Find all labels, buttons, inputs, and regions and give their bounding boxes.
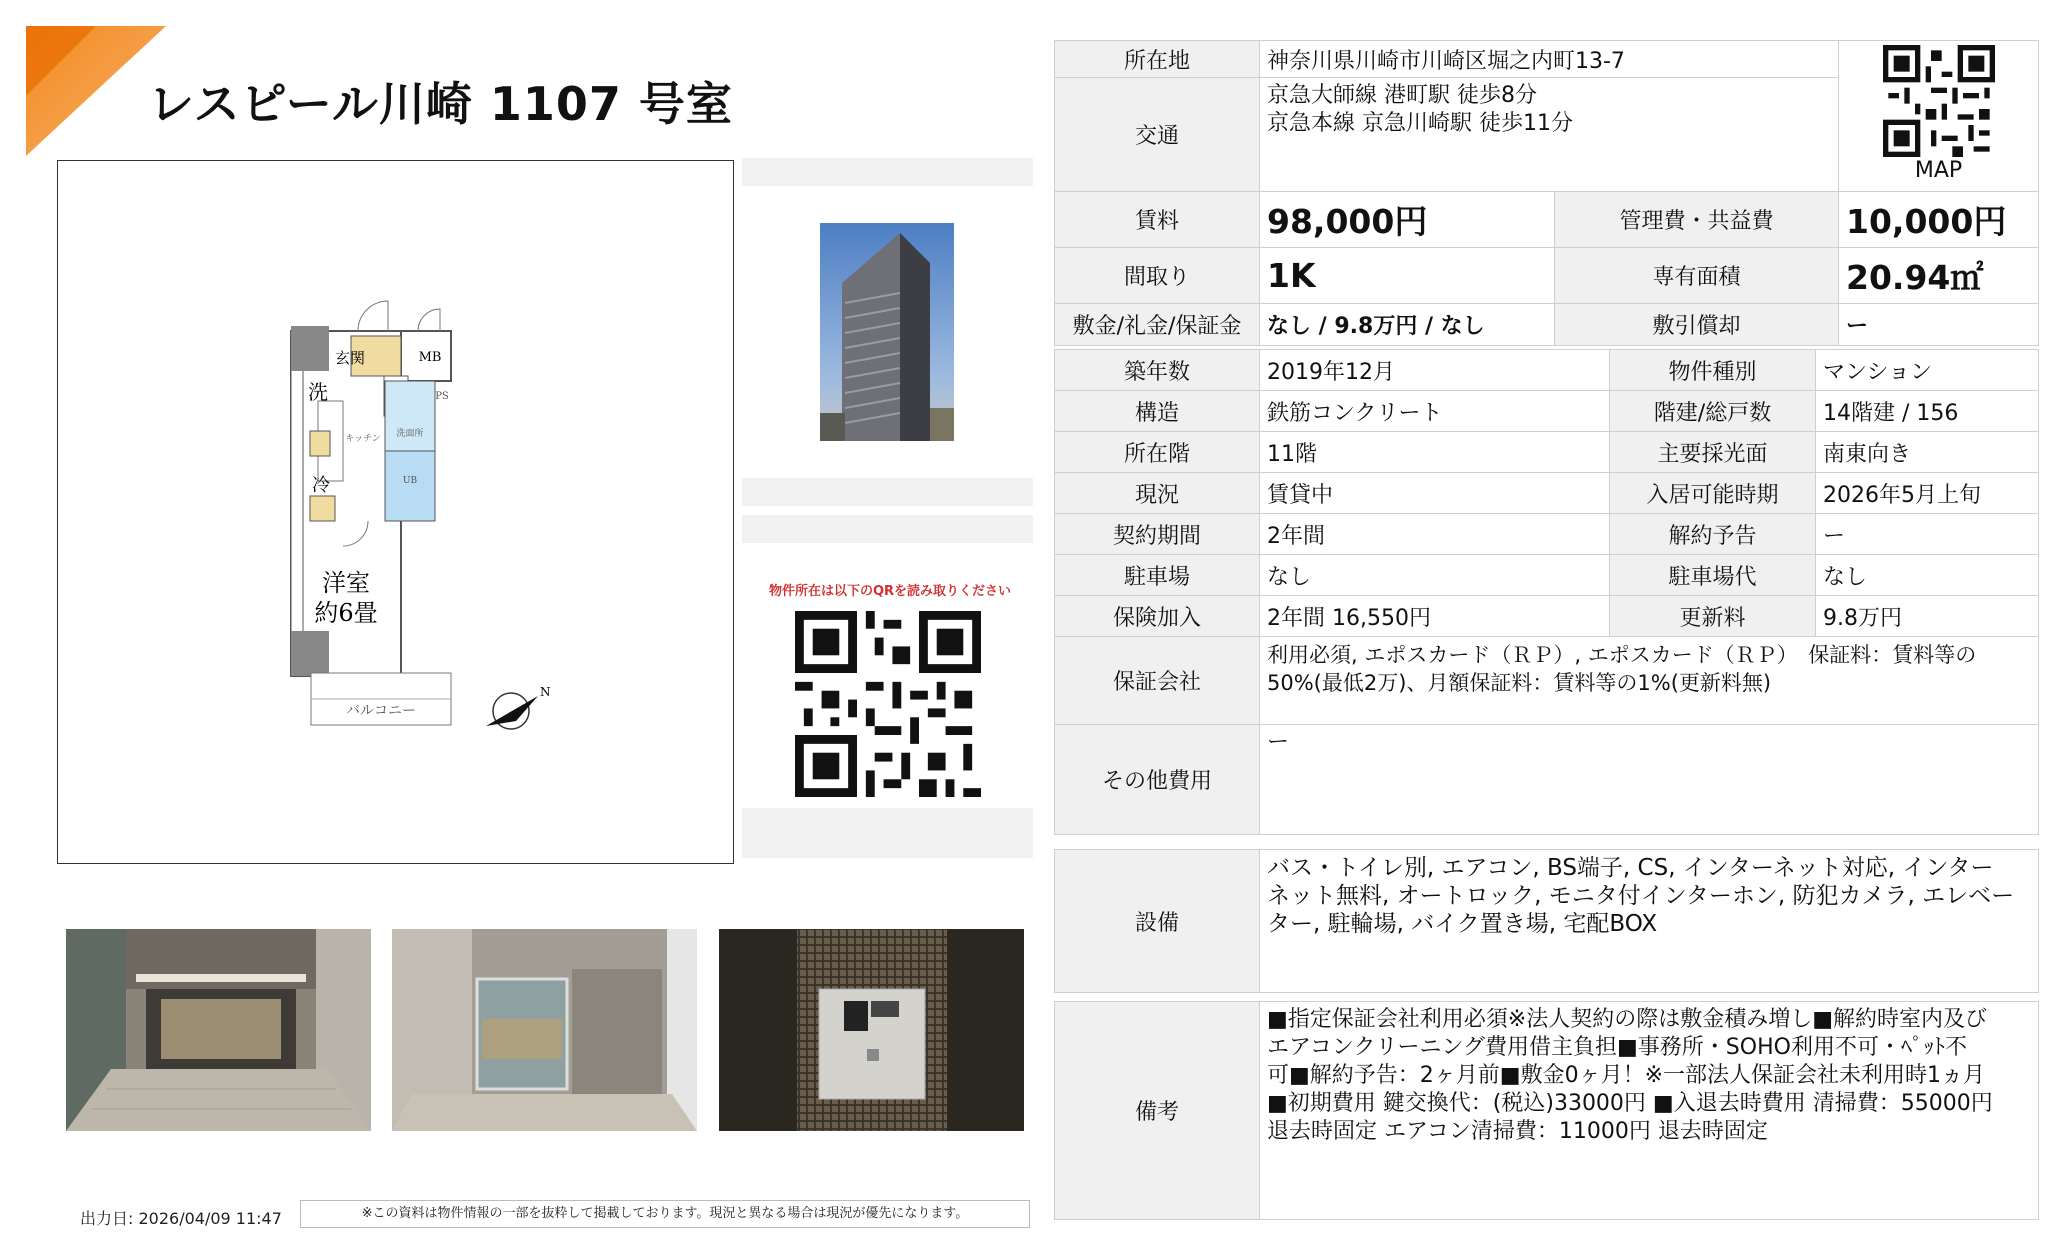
value-cancel-notice: ー: [1816, 514, 2039, 555]
floorplan-label-ps: PS: [435, 391, 449, 402]
value-transport-line2: 京急本線 京急川崎駅 徒歩11分: [1267, 111, 1573, 136]
floorplan-label-entrance: 玄関: [334, 349, 366, 367]
label-transport: 交通: [1055, 78, 1260, 192]
label-built: 築年数: [1055, 350, 1260, 391]
value-parking-fee: なし: [1816, 555, 2039, 596]
label-structure: 構造: [1055, 391, 1260, 432]
floorplan-label-room: 洋室: [322, 569, 370, 597]
qr-caption: 物件所在は以下のQRを読み取りください: [768, 584, 1012, 599]
label-deposit: 敷金/礼金/保証金: [1055, 304, 1260, 346]
value-remarks-line5: 退去時固定 エアコン清掃費：11000円 退去時固定: [1267, 1119, 1768, 1144]
label-rent: 賃料: [1055, 192, 1260, 248]
value-amortization: ー: [1839, 304, 2039, 346]
value-mgmt-fee: 10,000円: [1839, 192, 2039, 248]
value-built: 2019年12月: [1260, 350, 1610, 391]
floorplan-label-fridge: 冷: [312, 475, 330, 496]
label-other-fees: その他費用: [1055, 725, 1260, 835]
floorplan-drawing: [58, 161, 732, 861]
value-type: マンション: [1816, 350, 2039, 391]
floorplan-frame: [57, 160, 734, 864]
label-status: 現況: [1055, 473, 1260, 514]
label-location: 所在地: [1055, 41, 1260, 78]
corner-accent: [26, 26, 166, 156]
info-table-details: [1054, 349, 2039, 835]
label-layout: 間取り: [1055, 248, 1260, 304]
floorplan-label-washer: 洗: [308, 380, 328, 404]
label-equipment: 設備: [1055, 850, 1260, 993]
value-area: 20.94㎡: [1839, 248, 2039, 304]
label-mgmt-fee: 管理費・共益費: [1555, 192, 1839, 248]
value-guarantor-line2: 50%(最低2万)、月額保証料：賃料等の1%(更新料無): [1267, 671, 1772, 695]
map-qr-cell[interactable]: [1839, 41, 2039, 192]
value-remarks-line2: エアコンクリーニング費用借主負担■事務所・SOHO利用不可・ﾍﾟｯﾄ不: [1267, 1035, 1967, 1060]
label-renewal-fee: 更新料: [1610, 596, 1816, 637]
lobby-photo: [392, 929, 697, 1131]
floorplan-label-mb: MB: [418, 350, 442, 365]
label-type: 物件種別: [1610, 350, 1816, 391]
floorplan-label-kitchen: キッチン: [345, 434, 381, 444]
value-location: 神奈川県川崎市川崎区堀之内町13-7: [1260, 41, 1839, 78]
entrance-photo: [66, 929, 371, 1131]
label-cancel-notice: 解約予告: [1610, 514, 1816, 555]
label-floors-units: 階建/総戸数: [1610, 391, 1816, 432]
floorplan-label-washroom: 洗面所: [396, 429, 424, 439]
value-remarks-line3: 可■解約予告：2ヶ月前■敷金0ヶ月！※一部法人保証会社未利用時1ヵ月: [1267, 1063, 1985, 1088]
label-contract-period: 契約期間: [1055, 514, 1260, 555]
label-floor: 所在階: [1055, 432, 1260, 473]
value-floor: 11階: [1260, 432, 1610, 473]
value-remarks-line1: ■指定保証会社利用必須※法人契約の際は敷金積み増し■解約時室内及び: [1267, 1007, 1988, 1032]
value-parking: なし: [1260, 555, 1610, 596]
value-floors-units: 14階建 / 156: [1816, 391, 2039, 432]
value-insurance: 2年間 16,550円: [1260, 596, 1610, 637]
floorplan-label-balcony: バルコニー: [346, 703, 416, 719]
info-table-remarks: [1054, 1001, 2039, 1220]
photo-strip: [742, 515, 1033, 543]
value-equipment-line2: ネット無料, オートロック, モニタ付インターホン, 防犯カメラ, エレベー: [1267, 883, 2015, 909]
label-amortization: 敷引償却: [1555, 304, 1839, 346]
label-area: 専有面積: [1555, 248, 1839, 304]
label-parking: 駐車場: [1055, 555, 1260, 596]
value-contract-period: 2年間: [1260, 514, 1610, 555]
qr-code-icon[interactable]: [795, 611, 981, 797]
value-other-fees: ー: [1260, 725, 2039, 835]
label-parking-fee: 駐車場代: [1610, 555, 1816, 596]
value-equipment-line3: ター, 駐輪場, バイク置き場, 宅配BOX: [1267, 911, 1658, 937]
compass-icon: [486, 685, 551, 729]
photo-strip: [742, 158, 1033, 186]
value-status: 賃貸中: [1260, 473, 1610, 514]
info-table-equipment: [1054, 849, 2039, 993]
intercom-photo: [719, 929, 1024, 1131]
value-rent: 98,000円: [1260, 192, 1555, 248]
label-move-in: 入居可能時期: [1610, 473, 1816, 514]
value-layout: 1K: [1260, 248, 1555, 304]
value-equipment-line1: バス・トイレ別, エアコン, BS端子, CS, インターネット対応, インター: [1267, 855, 1994, 881]
value-remarks-line4: ■初期費用 鍵交換代：(税込)33000円 ■入退去時費用 清掃費：55000円: [1267, 1091, 1993, 1116]
page-title: レスピール川崎 1107 号室: [148, 77, 733, 131]
info-table-main: [1054, 40, 2039, 346]
disclaimer-note: ※この資料は物件情報の一部を抜粋して掲載しております。現況と異なる場合は現況が優先になります。: [300, 1200, 1030, 1228]
value-renewal-fee: 9.8万円: [1816, 596, 2039, 637]
photo-strip: [742, 478, 1033, 506]
svg-text:N: N: [540, 685, 551, 699]
building-photo: [820, 223, 954, 441]
map-qr-code-icon[interactable]: [1883, 45, 1995, 157]
label-lighting: 主要採光面: [1610, 432, 1816, 473]
value-guarantor-line1: 利用必須, エポスカード（ＲＰ）, エポスカード（ＲＰ） 保証料：賃料等の: [1267, 643, 1977, 667]
value-lighting: 南東向き: [1816, 432, 2039, 473]
label-guarantor: 保証会社: [1055, 637, 1260, 725]
map-label: MAP: [1914, 158, 1963, 183]
value-structure: 鉄筋コンクリート: [1260, 391, 1610, 432]
label-insurance: 保険加入: [1055, 596, 1260, 637]
floorplan-label-ub: UB: [402, 476, 418, 486]
label-remarks: 備考: [1055, 1002, 1260, 1220]
value-move-in: 2026年5月上旬: [1816, 473, 2039, 514]
photo-strip: [742, 808, 1033, 858]
output-date: 出力日: 2026/04/09 11:47: [80, 1209, 282, 1228]
value-deposit: なし / 9.8万円 / なし: [1260, 304, 1555, 346]
floorplan-label-size: 約6畳: [314, 599, 378, 627]
value-transport-line1: 京急大師線 港町駅 徒歩8分: [1267, 83, 1537, 108]
